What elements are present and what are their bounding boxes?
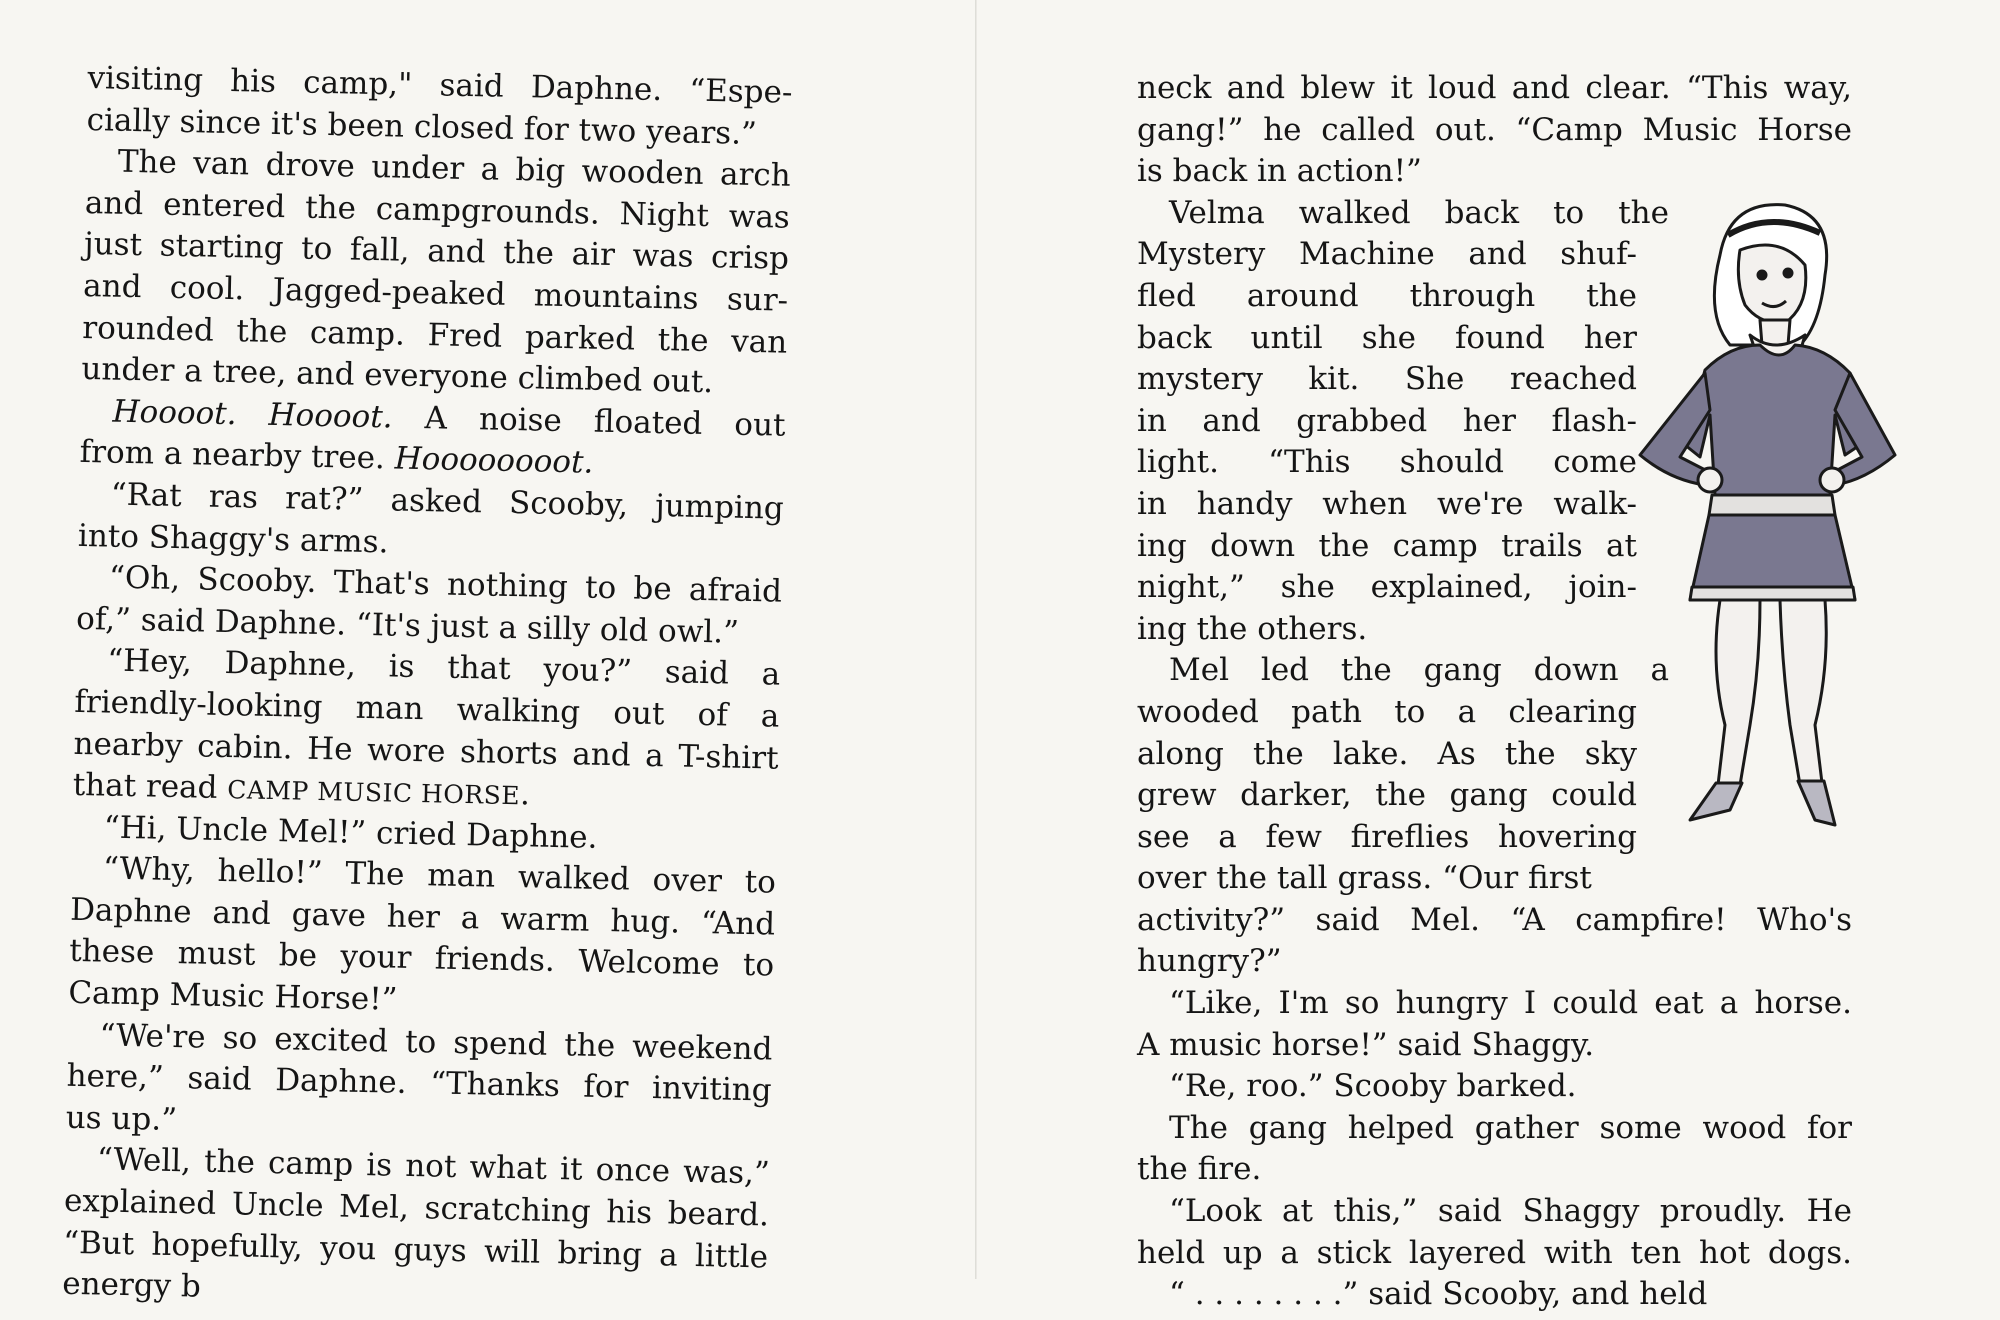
text-line: from a nearby tree. Hoooooooot.: [79, 434, 594, 482]
text-line: these must be your friends. Welcome to: [68, 933, 775, 985]
text-line: the fire.: [1137, 1151, 1262, 1188]
text-line: “Re, roo.” Scooby barked.: [1169, 1068, 1577, 1105]
text-line: “Oh, Scooby. That's nothing to be afraid: [108, 559, 783, 610]
text-line: “Like, I'm so hungry I could eat a horse.: [1169, 985, 1852, 1022]
text-line: us up.”: [65, 1099, 178, 1138]
text-line: along the lake. As the sky: [1137, 735, 1637, 772]
text-line: explained Uncle Mel, scratching his beard.: [63, 1182, 770, 1234]
text-line: back until she found her: [1137, 319, 1637, 356]
text-line: “Look at this,” said Shaggy proudly. He: [1169, 1193, 1852, 1230]
text-line: visiting his camp," said Daphne. “Espe-: [87, 59, 793, 111]
text-line: that read CAMP MUSIC HORSE.: [72, 766, 531, 813]
owl-sound: Hoooooooot.: [394, 440, 594, 482]
text-line: and entered the campgrounds. Night was: [84, 184, 791, 236]
text-line: activity?” said Mel. “A campfire! Who's: [1137, 901, 1852, 938]
text-line: is back in action!”: [1137, 153, 1422, 190]
text-line: A music horse!” said Shaggy.: [1137, 1026, 1595, 1063]
text-line: “ . . . . . . . .” said Scooby, and held: [1169, 1276, 1708, 1313]
text-line: nearby cabin. He wore shorts and a T-shirt: [73, 725, 779, 777]
text-line: “Why, hello!” The man walked over to: [102, 850, 777, 901]
text-line: just starting to fall, and the air was crisp: [83, 226, 790, 278]
text-line: here,” said Daphne. “Thanks for inviting: [66, 1058, 772, 1109]
text-line: over the tall grass. “Our first: [1137, 860, 1592, 897]
shirt-text: CAMP MUSIC HORSE: [226, 775, 521, 811]
owl-sound: Hoooot. Hoooot.: [112, 393, 393, 436]
text-line: under a tree, and everyone climbed out.: [81, 351, 714, 401]
text-line: and cool. Jagged-peaked mountains sur-: [82, 267, 789, 319]
text-line: cially since it's been closed for two years.”: [86, 101, 758, 152]
left-page: [0, 0, 975, 1305]
text-line: of,” said Daphne. “It's just a silly old owl.”: [75, 600, 740, 651]
text-line: mystery kit. She reached: [1137, 361, 1637, 398]
text-line: “Hi, Uncle Mel!” cried Daphne.: [103, 809, 598, 856]
text-line: hungry?”: [1137, 943, 1282, 980]
text-line: Hoooot. Hoooot. A noise floated out: [112, 393, 786, 444]
text-line: night,” she explained, join-: [1137, 569, 1637, 606]
text-line: Daphne and gave her a warm hug. “And: [69, 891, 776, 943]
text-line: “But hopefully, you guys will bring a little: [62, 1224, 769, 1276]
text-line: “Hey, Daphne, is that you?” said a: [107, 642, 781, 693]
text-line: in handy when we're walk-: [1137, 485, 1637, 522]
text-line: rounded the camp. Fred parked the van: [81, 309, 788, 361]
text-line: see a few fireflies hovering: [1137, 818, 1637, 855]
text-line: light. “This should come: [1137, 444, 1637, 481]
text-line: gang!” he called out. “Camp Music Horse: [1137, 111, 1852, 148]
text-line: ing down the camp trails at: [1137, 527, 1637, 564]
text-line: Camp Music Horse!”: [68, 974, 398, 1018]
text-line: “Rat ras rat?” asked Scooby, jumping: [110, 476, 785, 527]
text-line: Velma walked back to the: [1169, 194, 1669, 231]
text-line: held up a stick layered with ten hot dogs.: [1137, 1234, 1852, 1271]
text-line: “Well, the camp is not what it once was,”: [96, 1141, 771, 1192]
text-line: fled around through the: [1137, 277, 1637, 314]
left-page-text: [62, 58, 793, 1320]
text-line: grew darker, the gang could: [1137, 777, 1637, 814]
text-line: ing the others.: [1137, 610, 1368, 647]
text-line: energy b: [61, 1265, 202, 1305]
text-line: Mel led the gang down a: [1169, 652, 1669, 689]
text-line: friendly-looking man walking out of a: [74, 683, 780, 735]
daphne-figure-icon: [1610, 195, 1910, 835]
text-line: The van drove under a big wooden arch: [117, 143, 792, 194]
text-line: wooded path to a clearing: [1137, 693, 1637, 730]
text-line: in and grabbed her flash-: [1137, 402, 1637, 439]
text-line: into Shaggy's arms.: [77, 517, 389, 560]
text-line: neck and blew it loud and clear. “This way,: [1137, 70, 1852, 106]
text-line: Mystery Machine and shuf-: [1137, 236, 1637, 273]
text-line: “We're so excited to spend the weekend: [99, 1017, 773, 1068]
text-line: The gang helped gather some wood for: [1169, 1109, 1852, 1146]
